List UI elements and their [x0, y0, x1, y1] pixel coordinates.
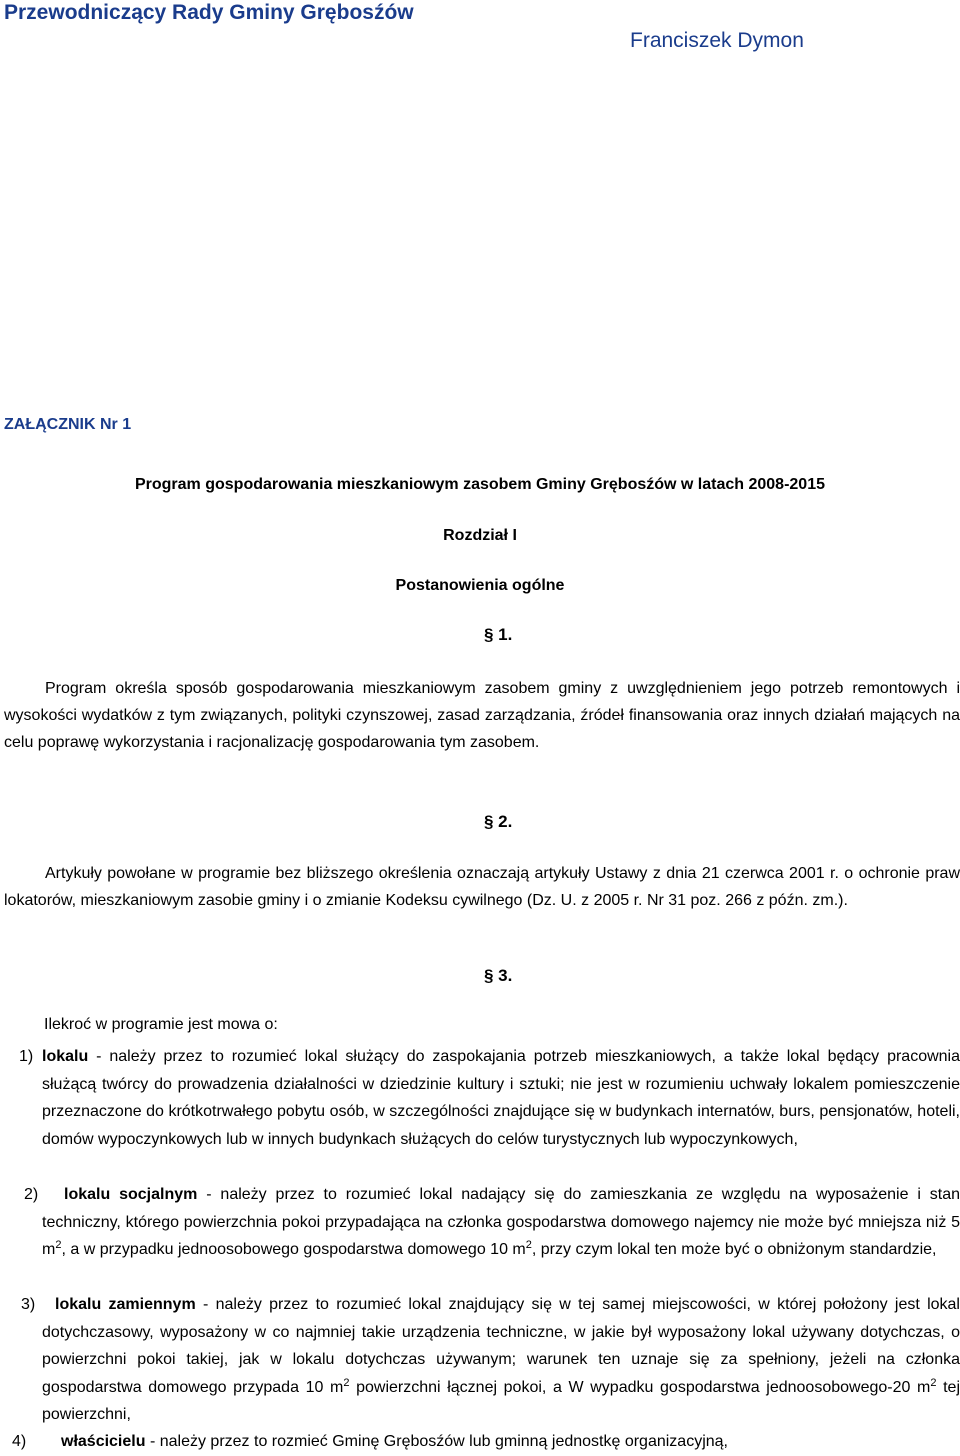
superscript-2: 2	[525, 1239, 532, 1251]
item-definition-part: , przy czym lokal ten może być o obniżonym standardzie,	[531, 1241, 937, 1258]
superscript-2: 2	[930, 1376, 937, 1389]
council-chair-title: Przewodniczący Rady Gminy Grębosźów	[4, 1, 414, 24]
item-number: 4)	[12, 1433, 27, 1450]
item-definition: - należy przez to rozmieć Gminę Grębosźów lub gminną jednostkę organizacyjną,	[149, 1433, 728, 1450]
item-body	[42, 1291, 960, 1429]
item-term: właścicielu	[61, 1433, 146, 1450]
item-body	[42, 1181, 960, 1264]
chapter-label: Rozdział I	[443, 527, 517, 544]
item-body	[61, 1428, 960, 1456]
section-3-intro: Ilekroć w programie jest mowa o:	[44, 1016, 278, 1033]
definition-item	[0, 1428, 960, 1456]
item-definition-part: powierzchni łącznej pokoi, a W wypadku gospodarstwa jednoosobowego-20 m	[349, 1378, 931, 1396]
signer-name: Franciszek Dymon	[630, 29, 804, 52]
superscript-2: 2	[343, 1376, 350, 1389]
item-definition-part: , a w przypadku jednoosobowego gospodarstwa domowego 10 m	[61, 1241, 526, 1258]
section-1-number: § 1.	[484, 625, 513, 644]
definition-item	[0, 1291, 960, 1431]
chapter-title: Postanowienia ogólne	[395, 577, 565, 594]
item-term: lokalu socjalnym	[64, 1186, 198, 1203]
item-definition-part: - należy przez to rozumieć lokal nadający się do zamieszkania ze względu na wyposażenie i stan techniczny, którego powierzchnia pokoi przypadająca na członka gospodarstwa domowego najemcy nie może być mniejsza niż 5 m	[42, 1186, 960, 1258]
annex-label: ZAŁĄCZNIK Nr 1	[4, 416, 132, 433]
program-title: Program gospodarowania mieszkaniowym zasobem Gminy Grębosźów w latach 2008-2015	[134, 476, 825, 493]
item-term: lokalu	[42, 1048, 89, 1065]
item-definition-part: - należy przez to rozumieć lokal znajdujący się w tej samej miejscowości, w której położony jest lokal dotychczasowy, wyposażony w co najmniej takie urządzenia techniczne, w jakie był wyposażony lokal używany dotychczas, o powierzchni pokoi takiej, jak w lokalu dotychczas używanym; warunek ten uznaje się za spełniony, jeżeli na członka gospodarstwa domowego przypada 10 m	[42, 1296, 960, 1396]
definition-item	[0, 1181, 960, 1293]
item-definition: - należy przez to rozumieć lokal służący do zaspokajania potrzeb mieszkaniowych, a także lokal będący pracownia służącą twórcy do prowadzenia działalności w dziedzinie kultury i sztuki; nie jest w rozumieniu uchwały lokalem pomieszczenie przeznaczone do krótkotrwałego pobytu osób, w szczególności znajdujące się w budynkach internatów, burs, pensjonatów, hoteli, domów wypoczynkowych lub w innych budynkach służących do celów turystycznych lub wypoczynkowych,	[42, 1048, 960, 1148]
section-2-text: Artykuły powołane w programie bez bliższego określenia oznaczają artykuły Ustawy z dnia 21 czerwca 2001 r. o ochronie praw lokatorów, mieszkaniowym zasobie gminy i o zmianie Kodeksu cywilnego (Dz. U. z 2005 r. Nr 31 poz. 266 z późn. zm.).	[4, 865, 960, 909]
section-3-number: § 3.	[484, 966, 513, 985]
item-number: 1)	[19, 1048, 34, 1065]
superscript-2: 2	[55, 1239, 62, 1251]
item-body	[42, 1043, 960, 1153]
section-2-number: § 2.	[484, 812, 513, 831]
section-1-text: Program określa sposób gospodarowania mieszkaniowym zasobem gminy z uwzględnieniem jego potrzeb remontowych i wysokości wydatków z tym związanych, polityki czynszowej, zasad zarządzania, źródeł finansowania oraz innych działań mających na celu poprawę wykorzystania i racjonalizację gospodarowania tym zasobem.	[4, 680, 960, 751]
item-term: lokalu zamiennym	[55, 1296, 196, 1313]
item-definition-part: tej powierzchni,	[42, 1378, 960, 1423]
item-number: 2)	[24, 1186, 39, 1203]
definition-item	[0, 1043, 960, 1183]
item-number: 3)	[21, 1296, 36, 1313]
